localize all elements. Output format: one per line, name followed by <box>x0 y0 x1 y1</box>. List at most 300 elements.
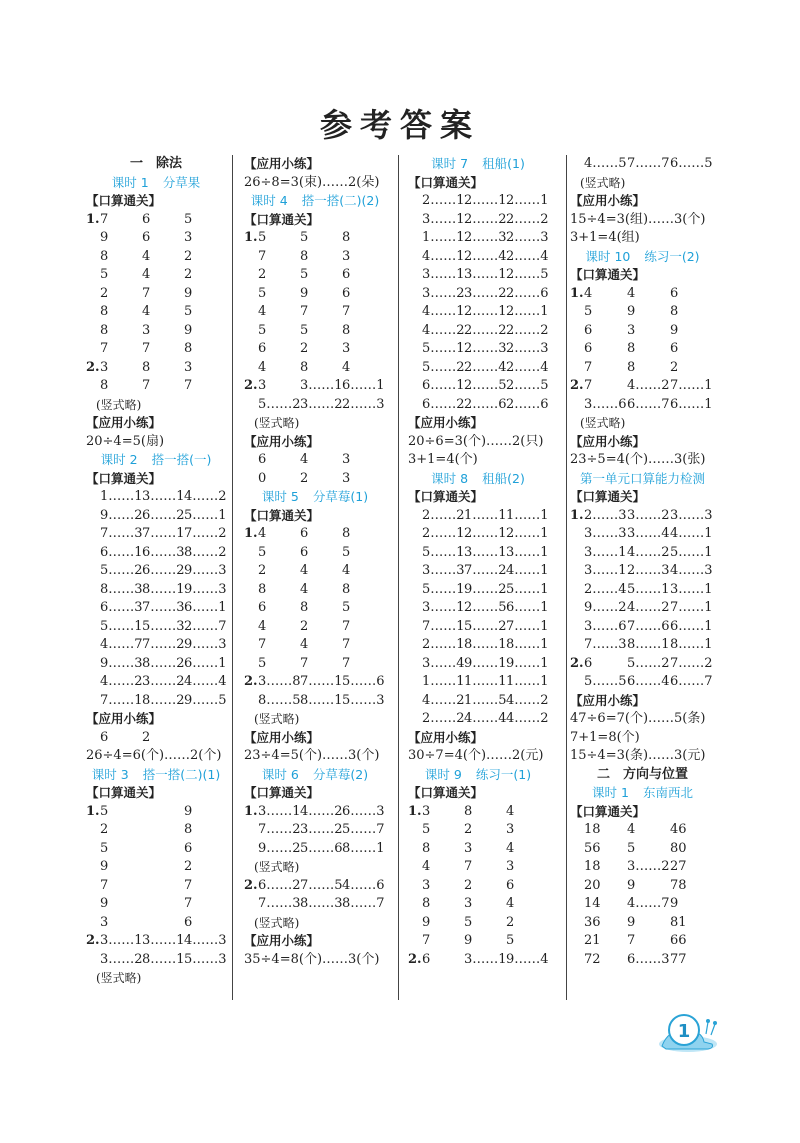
answer-cell: 2……1 <box>506 526 549 541</box>
answer-cell: 9……2 <box>584 600 627 615</box>
answer-cell: 9……2 <box>464 581 507 597</box>
question-number <box>570 525 584 544</box>
answer-row <box>408 858 548 877</box>
answer-cell: 8……3 <box>100 581 143 597</box>
question-number <box>244 248 258 267</box>
answer-cell: 7 <box>100 877 109 893</box>
answer-cell: 8 <box>627 359 636 375</box>
answer-cell: 2……5 <box>464 378 507 393</box>
answer-line: 26÷4=6(个)……2(个) <box>86 748 222 763</box>
answer-row <box>408 248 548 267</box>
question-number <box>570 932 584 951</box>
answer-row <box>408 692 548 711</box>
answer-cell: 6 <box>258 600 267 615</box>
answer-cell: 2 <box>300 618 309 634</box>
answer-cell: 8……2 <box>184 544 227 560</box>
lesson-prefix: 课时 <box>261 766 287 782</box>
answer-cell: 4 <box>627 285 636 301</box>
answer-cell: 9……3 <box>184 637 227 652</box>
answer-row <box>408 710 548 729</box>
lesson-heading <box>244 766 386 785</box>
answer-cell: 2 <box>300 470 309 486</box>
lesson-heading <box>408 766 548 785</box>
question-number <box>408 322 422 341</box>
question-number <box>408 544 422 563</box>
answer-cell: 6……3 <box>142 544 185 560</box>
answer-line: 20÷4=5(扇) <box>86 433 165 449</box>
answer-cell: 9 <box>670 896 679 911</box>
answer-row <box>86 803 226 822</box>
answer-cell: 6……1 <box>100 544 143 560</box>
question-number <box>408 877 422 896</box>
question-number <box>86 729 100 748</box>
answer-cell: 4 <box>506 840 515 856</box>
answer-cell: 3 <box>184 230 193 245</box>
exercise-label: 【口算通关】 <box>244 507 320 523</box>
answer-cell: 9……3 <box>100 655 143 671</box>
answer-row <box>86 932 226 951</box>
answer-cell: 9 <box>100 230 109 245</box>
exercise-label: 【口算通关】 <box>244 211 320 227</box>
answer-cell: 6……3 <box>627 951 670 967</box>
lesson-heading <box>408 470 548 489</box>
answer-cell: 7 <box>184 378 193 393</box>
answer-cell: 5……3 <box>184 951 227 967</box>
answer-row <box>408 507 548 526</box>
answer-row <box>570 655 715 674</box>
lesson-prefix: 课时 <box>585 248 611 264</box>
answer-cell: 5 <box>584 304 593 319</box>
answer-cell: 2……7 <box>184 618 227 634</box>
exercise-label: 【口算通关】 <box>570 803 646 819</box>
answer-cell: 36 <box>584 914 601 930</box>
answer-cell: 2 <box>184 267 193 282</box>
answer-cell: 9……3 <box>184 581 227 597</box>
answer-row <box>570 359 715 378</box>
question-number <box>86 581 100 600</box>
answer-row <box>86 322 226 341</box>
answer-cell: 4……7 <box>100 637 143 652</box>
lesson-heading <box>408 155 548 174</box>
answer-cell: 21 <box>584 933 601 948</box>
answer-cell: 5 <box>506 933 515 948</box>
answer-cell: 5 <box>258 285 267 301</box>
answer-row <box>570 562 715 581</box>
answer-cell: 5……2 <box>627 655 670 671</box>
answer-cell: 2 <box>670 359 679 375</box>
answer-cell: 1……1 <box>464 507 507 523</box>
column-divider <box>566 155 567 1000</box>
answer-cell: 6……3 <box>100 600 143 615</box>
answer-cell: 7 <box>184 896 193 911</box>
answer-cell: 3 <box>464 896 473 911</box>
answer-cell: 5……6 <box>342 674 385 689</box>
answer-cell: 3 <box>506 822 515 837</box>
answer-cell: 5……3 <box>142 618 185 634</box>
question-number <box>86 821 100 840</box>
answer-cell: 5 <box>100 803 109 819</box>
question-number <box>86 895 100 914</box>
answer-cell: 8 <box>422 840 431 856</box>
answer-cell: 7 <box>100 341 109 356</box>
question-number <box>408 192 422 211</box>
question-number <box>570 322 584 341</box>
answer-cell: 7……1 <box>670 378 713 393</box>
question-number <box>408 858 422 877</box>
answer-row <box>570 599 715 618</box>
answer-row <box>86 673 226 692</box>
answer-cell: 5……2 <box>422 359 465 375</box>
question-number <box>570 581 584 600</box>
answer-cell: 7 <box>342 637 351 652</box>
answer-cell: 4……5 <box>584 156 627 171</box>
answer-row <box>570 396 715 415</box>
question-number <box>86 525 100 544</box>
lesson-number: 10 <box>614 248 631 264</box>
answer-row <box>408 359 548 378</box>
answer-cell <box>142 858 184 877</box>
exercise-label: 【应用小练】 <box>570 433 646 449</box>
answer-row <box>244 877 386 896</box>
answer-cell: 9……2 <box>258 840 301 856</box>
question-number <box>408 340 422 359</box>
answer-row <box>408 673 548 692</box>
answer-cell: 4……6 <box>342 877 385 893</box>
answer-cell: 2……1 <box>422 637 465 652</box>
lesson-prefix: 课时 <box>111 174 137 190</box>
question-number <box>86 599 100 618</box>
answer-cell: 5 <box>300 267 309 282</box>
answer-cell: 8 <box>342 230 351 245</box>
answer-cell: 4 <box>300 563 309 578</box>
answer-cell: 5 <box>300 322 309 338</box>
question-number <box>408 229 422 248</box>
answer-row <box>408 211 548 230</box>
answer-cell: 4……2 <box>422 692 465 708</box>
answer-cell: 1……1 <box>506 507 549 523</box>
answer-cell: 6 <box>670 341 679 356</box>
answer-line: 3+1=4(个) <box>408 452 478 467</box>
question-number <box>244 895 258 914</box>
answer-column-2 <box>244 155 386 969</box>
answer-cell: 8 <box>342 322 351 338</box>
answer-cell: 9……5 <box>184 692 227 708</box>
answer-row <box>86 895 226 914</box>
answer-cell: 7 <box>258 637 267 652</box>
answer-row <box>570 377 715 396</box>
answer-row <box>570 821 715 840</box>
answer-cell: 3……1 <box>464 267 507 282</box>
question-number <box>86 673 100 692</box>
question-number <box>244 821 258 840</box>
answer-row <box>570 285 715 304</box>
answer-cell: 7 <box>142 341 151 356</box>
question-number: 1. <box>86 803 100 819</box>
answer-row <box>408 340 548 359</box>
answer-cell: 8……1 <box>464 637 507 652</box>
answer-cell: 3……2 <box>627 507 670 523</box>
answer-cell: 8 <box>464 803 473 819</box>
lesson-heading <box>86 766 226 785</box>
answer-row <box>570 507 715 526</box>
answer-row <box>86 914 226 933</box>
answer-cell: 3……4 <box>422 655 465 671</box>
lesson-name: 分草莓(2) <box>312 766 369 782</box>
answer-cell: 5……6 <box>300 840 343 856</box>
answer-cell: 5 <box>342 600 351 615</box>
answer-row <box>86 729 226 748</box>
vertical-form-note: (竖式略) <box>254 712 300 726</box>
lesson-number: 9 <box>453 766 462 782</box>
answer-row <box>244 655 386 674</box>
answer-cell: 8……1 <box>670 637 713 652</box>
lesson-prefix: 课时 <box>424 766 450 782</box>
answer-cell: 8……2 <box>142 655 185 671</box>
answer-row <box>86 266 226 285</box>
answer-cell: 3……3 <box>670 507 713 523</box>
answer-cell: 9……4 <box>506 951 549 967</box>
answer-row <box>570 322 715 341</box>
question-number <box>570 673 584 692</box>
answer-cell: 20 <box>584 877 601 893</box>
answer-cell: 9 <box>100 896 109 911</box>
question-number <box>570 636 584 655</box>
exercise-label: 【应用小练】 <box>570 193 646 208</box>
question-number <box>570 821 584 840</box>
lesson-prefix: 课时 <box>431 470 457 486</box>
answer-cell: 81 <box>670 914 687 930</box>
answer-cell: 7 <box>584 359 593 375</box>
question-number <box>408 692 422 711</box>
answer-cell: 6 <box>342 285 351 301</box>
answer-row <box>244 377 386 396</box>
answer-cell: 7……6 <box>627 618 670 634</box>
answer-cell: 7……1 <box>670 600 713 615</box>
answer-row <box>244 599 386 618</box>
question-number <box>408 655 422 674</box>
answer-line: 20÷6=3(个)……2(只) <box>408 433 544 449</box>
question-number <box>570 396 584 415</box>
question-number: 2. <box>408 951 422 967</box>
answer-row <box>86 655 226 674</box>
answer-row <box>570 951 715 970</box>
question-number <box>86 248 100 267</box>
answer-row <box>244 544 386 563</box>
question-number <box>570 359 584 378</box>
answer-cell: 8……1 <box>627 637 670 652</box>
answer-cell: 9……1 <box>464 655 507 671</box>
question-number <box>86 507 100 526</box>
answer-cell: 7 <box>464 859 473 874</box>
answer-cell: 6……5 <box>670 156 713 171</box>
answer-row <box>244 266 386 285</box>
question-number <box>408 525 422 544</box>
answer-cell: 9 <box>464 933 473 948</box>
answer-cell: 8 <box>300 359 309 375</box>
exercise-label: 【应用小练】 <box>408 415 484 430</box>
question-number: 1. <box>244 230 258 245</box>
answer-cell: 2……3 <box>464 341 507 356</box>
lesson-prefix: 课时 <box>100 452 126 467</box>
question-number <box>570 951 584 970</box>
question-number: 2. <box>86 933 100 948</box>
answer-cell: 5 <box>342 544 351 560</box>
answer-cell: 5……1 <box>422 581 465 597</box>
answer-row <box>408 285 548 304</box>
answer-column-3 <box>408 155 548 969</box>
answer-cell: 3 <box>100 359 109 375</box>
answer-line: 26÷8=3(束)……2(朵) <box>244 174 380 190</box>
answer-cell: 7……2 <box>142 637 185 652</box>
answer-column-1 <box>86 155 226 988</box>
answer-cell: 6 <box>506 877 515 893</box>
question-number <box>244 599 258 618</box>
answer-cell: 3……1 <box>142 933 185 948</box>
answer-row <box>408 821 548 840</box>
question-number <box>570 544 584 563</box>
question-number <box>408 581 422 600</box>
lesson-name: 东南西北 <box>642 785 693 800</box>
answer-row <box>408 544 548 563</box>
answer-cell: 9……2 <box>100 507 143 523</box>
answer-cell: 5 <box>300 230 309 245</box>
answer-row <box>570 895 715 914</box>
question-number <box>408 248 422 267</box>
question-number <box>86 544 100 563</box>
answer-cell: 2 <box>258 563 267 578</box>
answer-cell: 2……3 <box>464 230 507 245</box>
answer-cell: 4……2 <box>627 378 670 393</box>
answer-cell: 7……2 <box>464 563 507 578</box>
answer-cell <box>142 840 184 859</box>
unit-test-heading: 第一单元口算能力检测 <box>579 470 705 486</box>
answer-cell: 8……5 <box>258 692 301 708</box>
answer-line: 30÷7=4(个)……2(元) <box>408 748 544 763</box>
question-number: 2. <box>570 378 584 393</box>
answer-row <box>86 951 226 970</box>
answer-cell: 6……1 <box>184 600 227 615</box>
answer-row <box>244 581 386 600</box>
question-number <box>408 507 422 526</box>
exercise-label: 【应用小练】 <box>86 415 162 430</box>
answer-cell: 9 <box>300 285 309 301</box>
lesson-number: 7 <box>460 156 469 171</box>
answer-cell: 8 <box>342 581 351 597</box>
vertical-form-note: (竖式略) <box>96 397 142 412</box>
answer-cell: 7……3 <box>142 600 185 615</box>
lesson-prefix: 课时 <box>431 156 457 171</box>
question-number: 1. <box>408 803 422 819</box>
answer-cell: 9……3 <box>184 563 227 578</box>
question-number <box>244 285 258 304</box>
answer-cell: 5 <box>100 840 109 856</box>
answer-cell: 5……7 <box>342 822 385 837</box>
answer-cell: 7 <box>100 211 109 227</box>
answer-line: 23÷5=4(个)……3(张) <box>570 452 706 467</box>
answer-cell: 7 <box>184 877 193 893</box>
answer-row <box>570 636 715 655</box>
lesson-heading <box>86 174 226 193</box>
answer-cell: 6……1 <box>342 378 385 393</box>
vertical-form-note: (竖式略) <box>580 416 626 430</box>
answer-row <box>408 877 548 896</box>
answer-cell: 2……1 <box>464 304 507 319</box>
question-number <box>86 377 100 396</box>
answer-cell <box>142 821 184 840</box>
answer-cell: 3 <box>342 470 351 486</box>
answer-cell: 2……2 <box>422 507 465 523</box>
answer-cell: 4……1 <box>670 526 713 541</box>
lesson-name: 分草莓(1) <box>312 489 369 504</box>
question-number <box>408 673 422 692</box>
answer-cell: 6 <box>184 840 193 856</box>
question-number <box>408 636 422 655</box>
lesson-heading <box>570 784 715 803</box>
answer-cell: 1……1 <box>464 674 507 689</box>
answer-cell: 2 <box>258 267 267 282</box>
answer-cell: 3 <box>184 359 193 375</box>
question-number <box>408 377 422 396</box>
answer-row <box>570 840 715 859</box>
answer-cell: 18 <box>584 859 601 874</box>
answer-cell: 2 <box>184 248 193 264</box>
question-number <box>86 858 100 877</box>
question-number <box>86 266 100 285</box>
answer-cell: 6……4 <box>627 674 670 689</box>
answer-cell: 7……2 <box>670 655 713 671</box>
answer-cell: 4 <box>627 822 636 837</box>
question-number <box>244 544 258 563</box>
answer-cell: 2……1 <box>422 193 465 208</box>
vertical-form-note: (竖式略) <box>254 860 300 874</box>
question-number <box>244 618 258 637</box>
lesson-name: 搭一搭(二)(2) <box>301 193 380 208</box>
answer-cell: 2 <box>100 822 109 837</box>
answer-row <box>86 303 226 322</box>
question-number <box>570 303 584 322</box>
answer-cell: 7 <box>300 655 309 671</box>
answer-cell: 4……2 <box>422 322 465 338</box>
answer-cell: 6 <box>142 230 151 245</box>
vertical-form-note: (竖式略) <box>254 416 300 430</box>
answer-cell: 5 <box>464 914 473 930</box>
answer-cell: 3 <box>258 378 267 393</box>
exercise-label: 【口算通关】 <box>570 267 646 282</box>
answer-cell <box>142 895 184 914</box>
question-number <box>570 858 584 877</box>
answer-cell: 7 <box>258 248 267 264</box>
answer-cell: 3 <box>100 914 109 930</box>
answer-cell: 4 <box>506 896 515 911</box>
answer-cell: 7……1 <box>506 618 549 634</box>
answer-cell: 2 <box>464 822 473 837</box>
answer-row <box>244 303 386 322</box>
vertical-form-note: (竖式略) <box>254 915 300 930</box>
question-number <box>244 322 258 341</box>
answer-cell: 2 <box>142 729 151 745</box>
answer-cell: 4 <box>258 526 267 541</box>
answer-cell: 6……1 <box>670 618 713 634</box>
answer-row <box>408 562 548 581</box>
answer-cell: 77 <box>670 951 687 967</box>
question-number <box>408 396 422 415</box>
answer-cell: 2……3 <box>506 230 549 245</box>
answer-cell: 2……1 <box>506 193 549 208</box>
lesson-number: 6 <box>290 766 299 782</box>
answer-cell: 4……4 <box>184 674 227 689</box>
answer-cell: 14 <box>584 896 601 911</box>
answer-cell: 7 <box>627 933 636 948</box>
